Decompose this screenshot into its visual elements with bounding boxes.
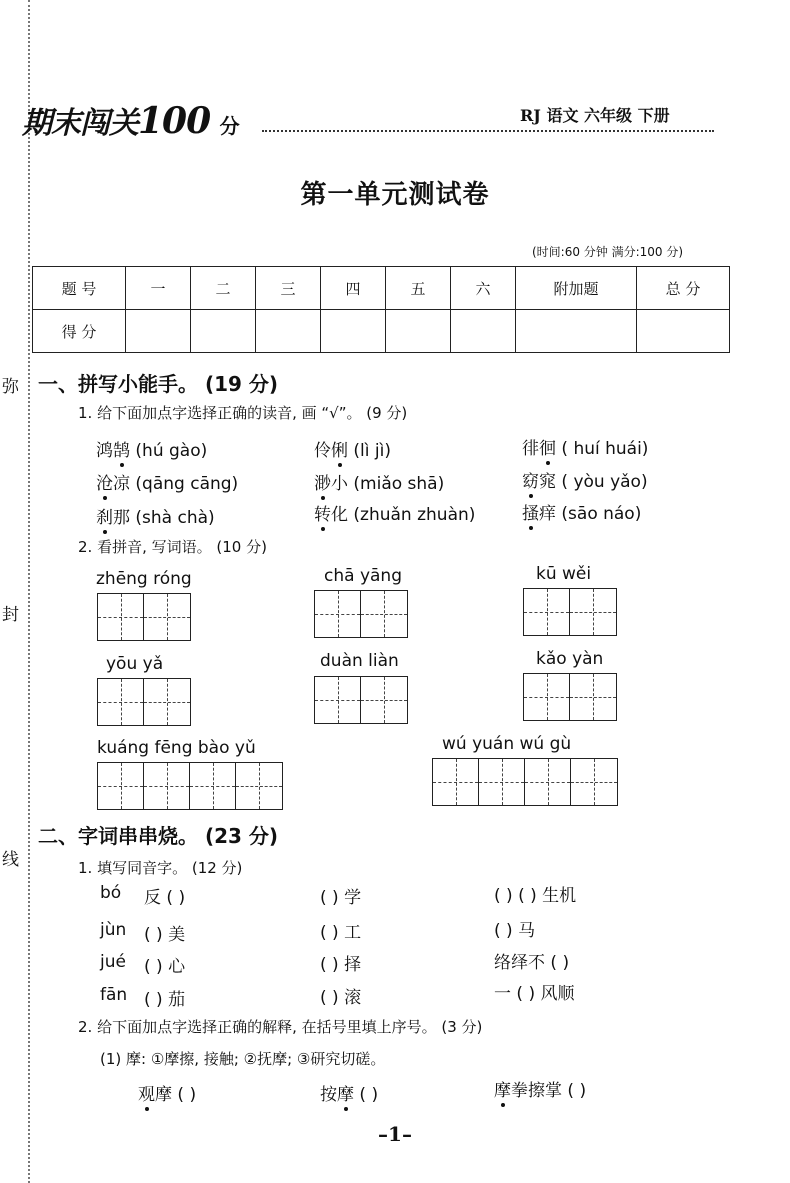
definition-item[interactable]: 按摩 ( )	[320, 1085, 379, 1105]
score-header-cell: 三	[256, 267, 321, 310]
grid-cell[interactable]	[144, 763, 190, 809]
dotted-char: 沧	[96, 474, 113, 494]
writing-grid[interactable]	[314, 590, 408, 638]
page-number: –1–	[378, 1122, 412, 1146]
score-header-cell: 总 分	[637, 267, 730, 310]
grid-cell[interactable]	[98, 763, 144, 809]
pinyin-label: kū wěi	[536, 564, 592, 584]
brand-number: 100	[138, 100, 211, 142]
pinyin-label: chā yāng	[324, 566, 402, 586]
pinyin-options: (sāo náo)	[561, 504, 642, 524]
word-char: 窕	[539, 472, 556, 492]
grid-cell[interactable]	[236, 763, 282, 809]
word-char: 徘	[522, 439, 539, 459]
word-item[interactable]	[522, 499, 641, 524]
pinyin-label: wú yuán wú gù	[442, 734, 572, 754]
score-header-cell: 六	[451, 267, 516, 310]
writing-grid[interactable]	[97, 678, 191, 726]
pinyin-options: (lì jì)	[353, 441, 391, 461]
writing-grid[interactable]	[97, 762, 283, 810]
edition-label: RJ 语文 六年级 下册	[520, 106, 670, 125]
score-input-cell[interactable]	[256, 310, 321, 353]
brand-logo	[22, 98, 239, 142]
homophone-pinyin: fān	[100, 985, 128, 1005]
homophone-blank[interactable]: ( ) 茄	[144, 990, 186, 1010]
section2-q2-sub1: (1) 摩: ①摩擦, 接触; ②抚摩; ③研究切磋。	[100, 1050, 386, 1068]
definition-item[interactable]: 观摩 ( )	[138, 1085, 197, 1105]
dotted-char: 转	[314, 505, 331, 525]
dotted-char: 窈	[522, 472, 539, 492]
word-char: 那	[113, 508, 130, 528]
writing-grid[interactable]	[314, 676, 408, 724]
grid-cell[interactable]	[315, 591, 361, 637]
homophone-blank[interactable]: ( ) 马	[494, 921, 536, 941]
section2-q2-prompt: 2. 给下面加点字选择正确的解释, 在括号里填上序号。 (3 分)	[78, 1018, 483, 1036]
grid-cell[interactable]	[524, 674, 570, 720]
word-char: 化	[331, 505, 348, 525]
homophone-pinyin: jùn	[100, 920, 127, 940]
dotted-char: 渺	[314, 474, 331, 494]
time-info: (时间:60 分钟 满分:100 分)	[532, 245, 684, 259]
dotted-char: 俐	[331, 441, 348, 461]
homophone-pinyin: bó	[100, 883, 122, 903]
pinyin-label: zhēng róng	[96, 569, 192, 589]
pinyin-options: (miǎo shā)	[353, 474, 445, 494]
score-header-cell: 题 号	[33, 267, 126, 310]
pinyin-label: yōu yǎ	[106, 654, 164, 674]
homophone-blank[interactable]: ( ) 择	[320, 955, 362, 975]
grid-cell[interactable]	[570, 589, 616, 635]
writing-grid[interactable]	[97, 593, 191, 641]
word-item[interactable]	[314, 469, 444, 494]
brand-name: 期末闯关	[22, 106, 138, 141]
homophone-blank[interactable]: ( ) 美	[144, 925, 186, 945]
word-char: 小	[331, 474, 348, 494]
section2-heading: 二、字词串串烧。 (23 分)	[38, 824, 279, 848]
homophone-blank[interactable]: ( ) 学	[320, 888, 362, 908]
grid-cell[interactable]	[315, 677, 361, 723]
score-input-cell[interactable]	[451, 310, 516, 353]
section2-q1-prompt: 1. 填写同音字。 (12 分)	[78, 859, 243, 877]
homophone-blank[interactable]: 一 ( ) 风顺	[494, 984, 575, 1004]
pinyin-options: (shà chà)	[135, 508, 215, 528]
homophone-blank[interactable]: 络绎不 ( )	[494, 953, 570, 973]
pinyin-label: kuáng fēng bào yǔ	[97, 738, 256, 758]
homophone-blank[interactable]: ( ) 滚	[320, 988, 362, 1008]
dotted-char: 鹄	[113, 441, 130, 461]
grid-cell[interactable]	[571, 759, 617, 805]
score-header-cell: 二	[191, 267, 256, 310]
section1-q1-prompt: 1. 给下面加点字选择正确的读音, 画 “√”。 (9 分)	[78, 404, 408, 422]
homophone-blank[interactable]: ( ) 工	[320, 923, 362, 943]
score-input-cell[interactable]	[126, 310, 191, 353]
score-header-cell: 一	[126, 267, 191, 310]
writing-grid[interactable]	[523, 588, 617, 636]
header-divider	[262, 130, 714, 132]
dotted-char: 徊	[539, 439, 556, 459]
pinyin-options: (hú gào)	[135, 441, 208, 461]
score-header-cell: 五	[386, 267, 451, 310]
score-header-cell: 四	[321, 267, 386, 310]
word-item[interactable]	[96, 436, 207, 461]
grid-cell[interactable]	[98, 679, 144, 725]
binding-mark-mi: 弥	[2, 377, 19, 397]
section1-q2-prompt: 2. 看拼音, 写词语。 (10 分)	[78, 538, 267, 556]
word-item[interactable]	[522, 434, 648, 459]
section1-heading: 一、拼写小能手。 (19 分)	[38, 372, 279, 396]
page-title: 第一单元测试卷	[300, 180, 490, 210]
dotted-char: 观	[138, 1085, 155, 1105]
binding-mark-xian: 线	[2, 850, 19, 870]
pinyin-options: ( yòu yǎo)	[561, 472, 648, 492]
homophone-blank[interactable]: ( ) ( ) 生机	[494, 886, 577, 906]
grid-cell[interactable]	[98, 594, 144, 640]
word-item[interactable]	[314, 500, 475, 525]
word-item[interactable]	[522, 467, 648, 492]
score-table	[32, 266, 730, 353]
grid-cell[interactable]	[525, 759, 571, 805]
score-header-row	[33, 267, 730, 310]
homophone-blank[interactable]: ( ) 心	[144, 957, 186, 977]
word-char: 鸿	[96, 441, 113, 461]
score-header-cell: 附加题	[516, 267, 637, 310]
score-input-cell[interactable]	[321, 310, 386, 353]
writing-grid[interactable]	[523, 673, 617, 721]
word-item[interactable]	[96, 469, 238, 494]
grid-cell[interactable]	[361, 677, 407, 723]
binding-mark-feng: 封	[2, 605, 19, 625]
grid-cell[interactable]	[144, 594, 190, 640]
pinyin-label: kǎo yàn	[536, 649, 604, 669]
score-input-cell[interactable]	[516, 310, 637, 353]
score-input-cell[interactable]	[386, 310, 451, 353]
word-char: 痒	[539, 504, 556, 524]
score-input-cell[interactable]	[191, 310, 256, 353]
grid-cell[interactable]	[190, 763, 236, 809]
grid-cell[interactable]	[479, 759, 525, 805]
score-row-label: 得 分	[33, 310, 126, 353]
homophone-pinyin: jué	[100, 952, 126, 972]
homophone-blank[interactable]: 反 ( )	[144, 888, 186, 908]
score-value-row	[33, 310, 730, 353]
pinyin-options: (zhuǎn zhuàn)	[353, 505, 476, 525]
grid-cell[interactable]	[524, 589, 570, 635]
pinyin-options: (qāng cāng)	[135, 474, 239, 494]
dotted-char: 搔	[522, 504, 539, 524]
dotted-char: 摩	[337, 1085, 354, 1105]
grid-cell[interactable]	[433, 759, 479, 805]
dotted-char: 摩	[494, 1081, 511, 1101]
word-item[interactable]	[96, 503, 215, 528]
word-char: 凉	[113, 474, 130, 494]
brand-unit: 分	[219, 114, 239, 138]
grid-cell[interactable]	[144, 679, 190, 725]
grid-cell[interactable]	[570, 674, 616, 720]
pinyin-label: duàn liàn	[320, 651, 399, 671]
word-char: 伶	[314, 441, 331, 461]
dotted-char: 刹	[96, 508, 113, 528]
pinyin-options: ( huí huái)	[561, 439, 649, 459]
word-item[interactable]	[314, 436, 391, 461]
definition-item[interactable]: 摩拳擦掌 ( )	[494, 1081, 587, 1101]
score-input-cell[interactable]	[637, 310, 730, 353]
writing-grid[interactable]	[432, 758, 618, 806]
grid-cell[interactable]	[361, 591, 407, 637]
